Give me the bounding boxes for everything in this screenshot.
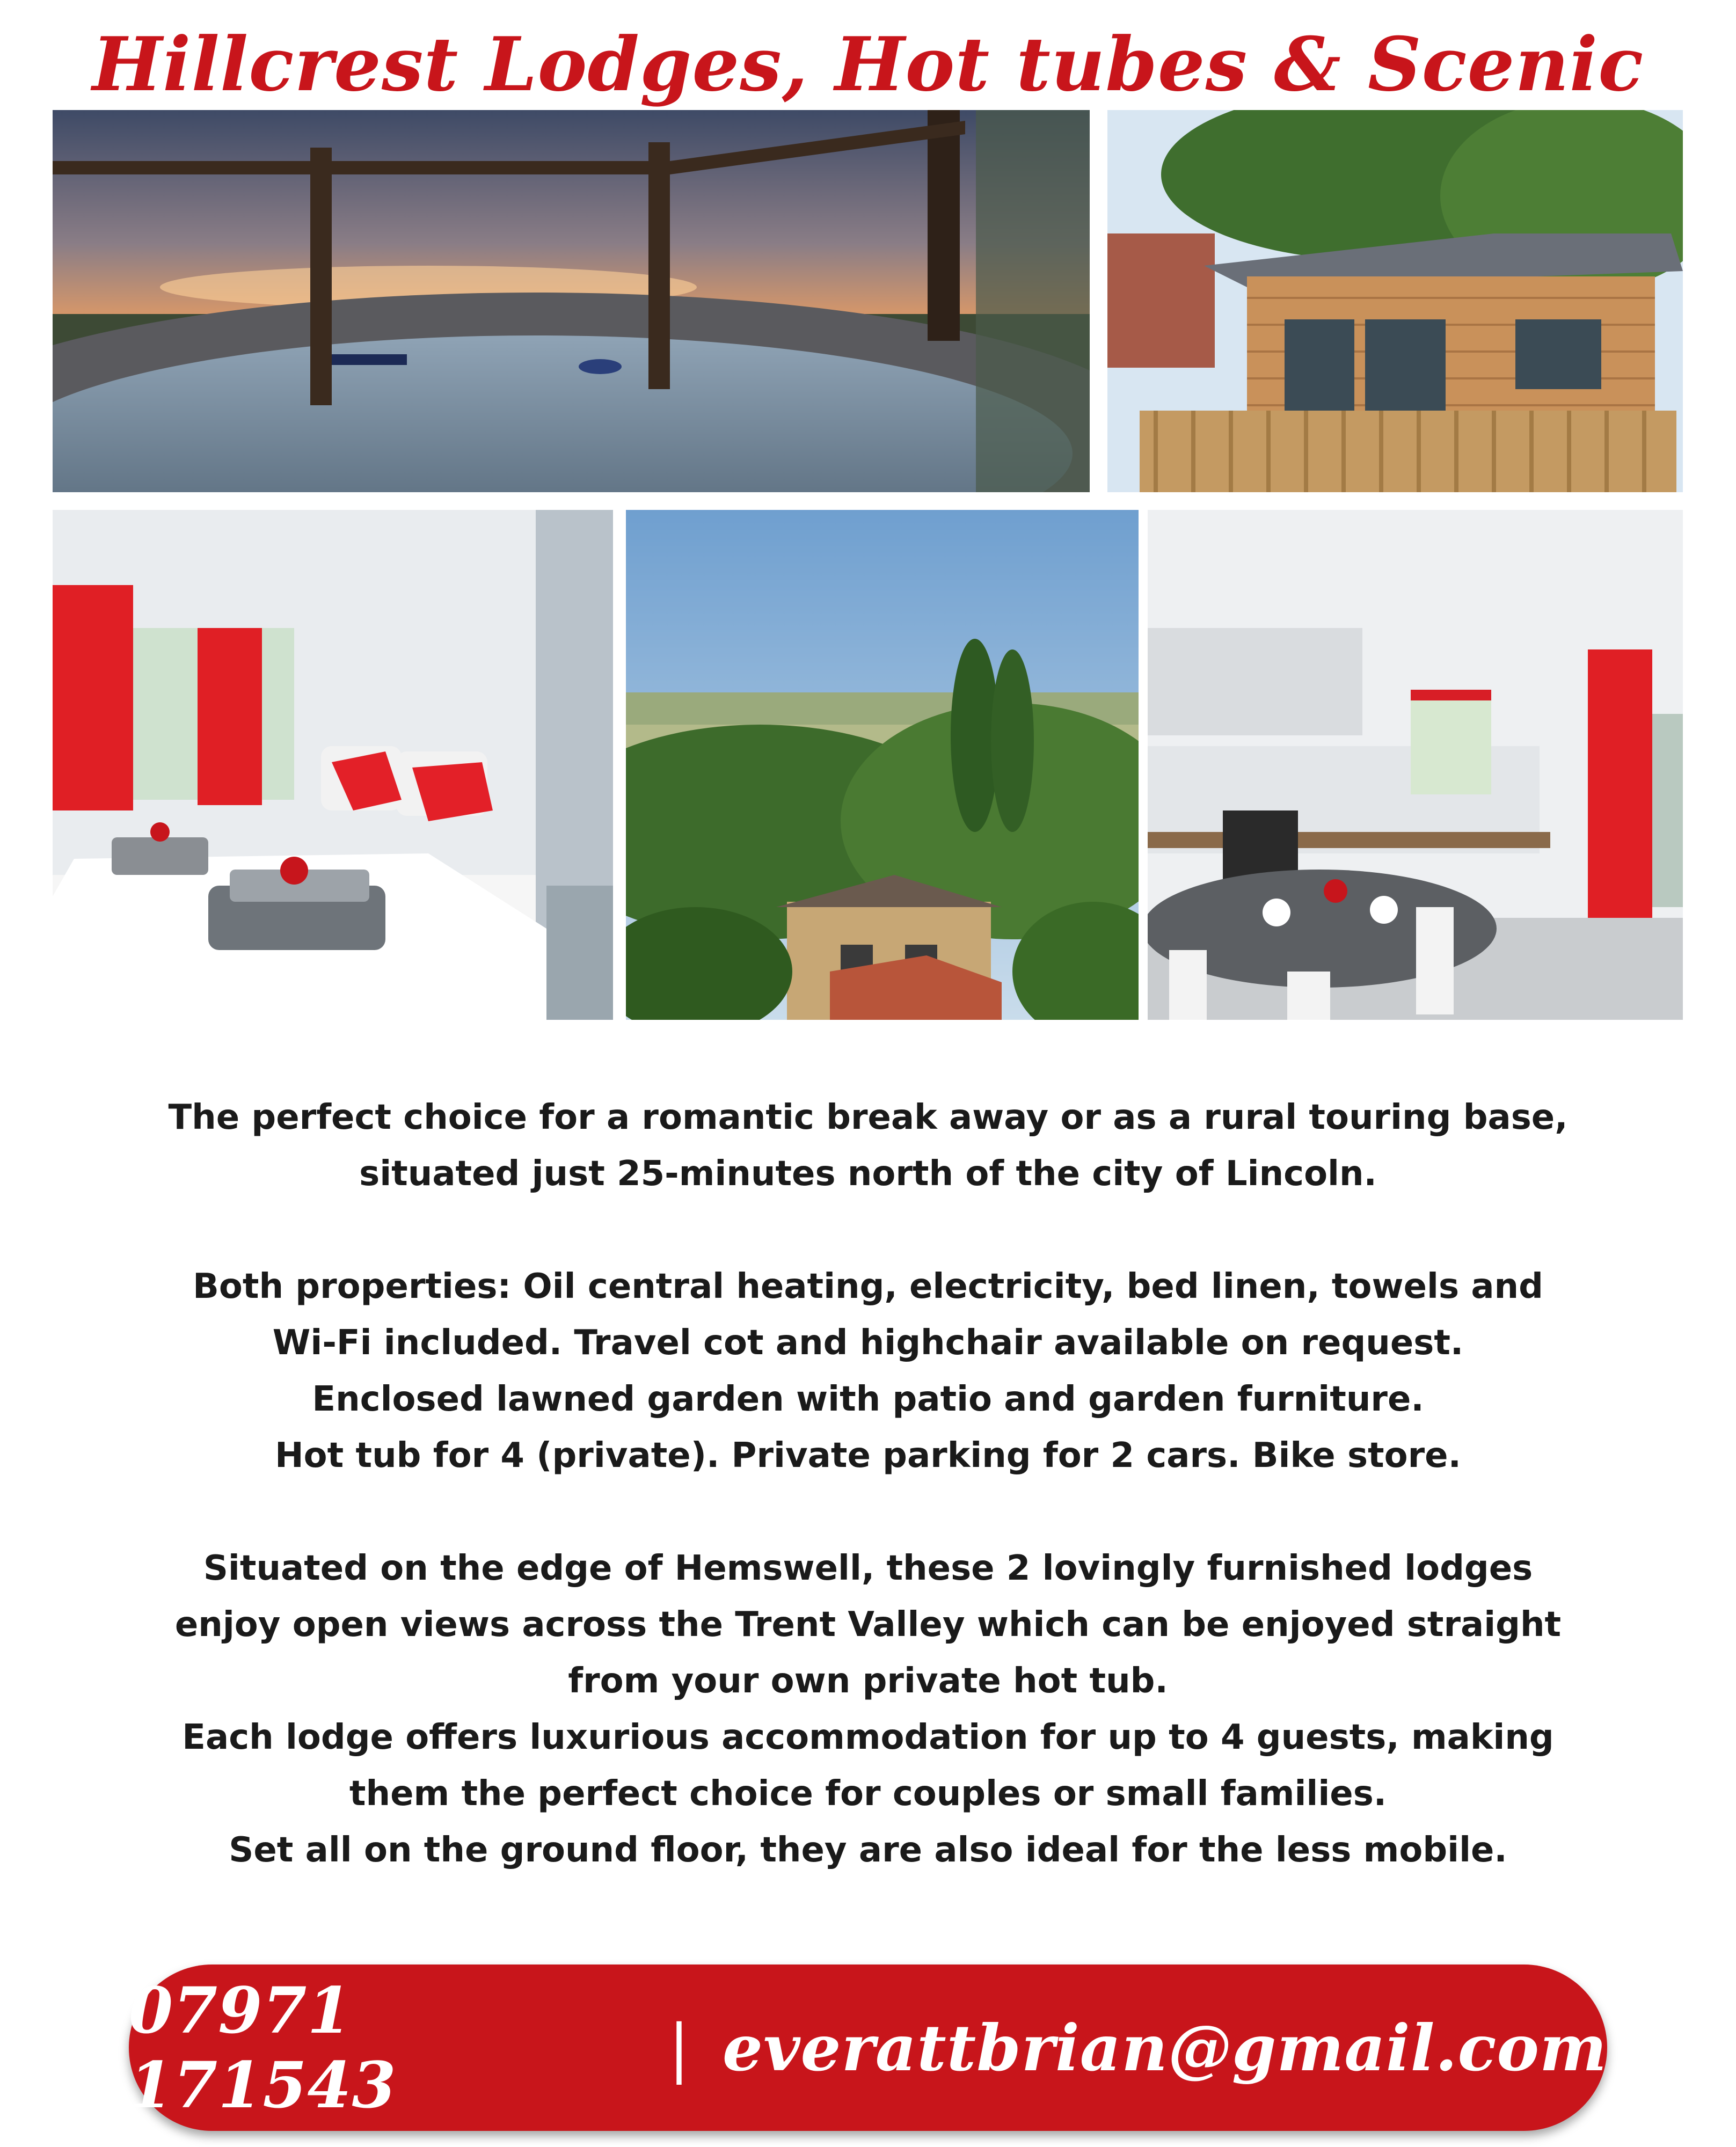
amenities-line: Both properties: Oil central heating, electricity, bed linen, towels and [193, 1267, 1543, 1306]
location-line: from your own private hot tub. [568, 1661, 1168, 1701]
photo-lodge-exterior [1107, 110, 1683, 492]
contact-banner [129, 1965, 1607, 2131]
contact-separator: | [668, 2011, 690, 2085]
amenities-line: Hot tub for 4 (private). Private parking for 2 cars. Bike store. [275, 1436, 1461, 1476]
location-line: Each lodge offers luxurious accommodation for up to 4 guests, making [182, 1718, 1554, 1757]
intro-paragraph [75, 1090, 1661, 1202]
photo-bedroom [53, 510, 613, 1020]
page-title: Hillcrest Lodges, Hot tubes & Scenic [92, 20, 1644, 108]
amenities-paragraph [75, 1259, 1661, 1484]
description [75, 1090, 1661, 1879]
location-line: Set all on the ground floor, they are also ideal for the less mobile. [229, 1830, 1507, 1870]
location-paragraph [75, 1540, 1661, 1879]
phone-number[interactable]: 07971 171543 [129, 1973, 397, 2122]
intro-line: situated just 25-minutes north of the city of Lincoln. [359, 1154, 1377, 1194]
location-line: them the perfect choice for couples or small families. [349, 1774, 1387, 1814]
email-address[interactable]: everattbrian@gmail.com [722, 2010, 1607, 2085]
intro-line: The perfect choice for a romantic break away or as a rural touring base, [168, 1098, 1568, 1137]
photo-trent-valley-view [626, 510, 1139, 1020]
photo-hot-tub-sunset [53, 110, 1090, 492]
location-line: enjoy open views across the Trent Valley which can be enjoyed straight [174, 1605, 1562, 1645]
photo-kitchen-dining [1148, 510, 1683, 1020]
location-line: Situated on the edge of Hemswell, these 2 lovingly furnished lodges [203, 1549, 1533, 1588]
amenities-line: Enclosed lawned garden with patio and garden furniture. [312, 1379, 1424, 1419]
amenities-line: Wi-Fi included. Travel cot and highchair available on request. [272, 1323, 1464, 1363]
